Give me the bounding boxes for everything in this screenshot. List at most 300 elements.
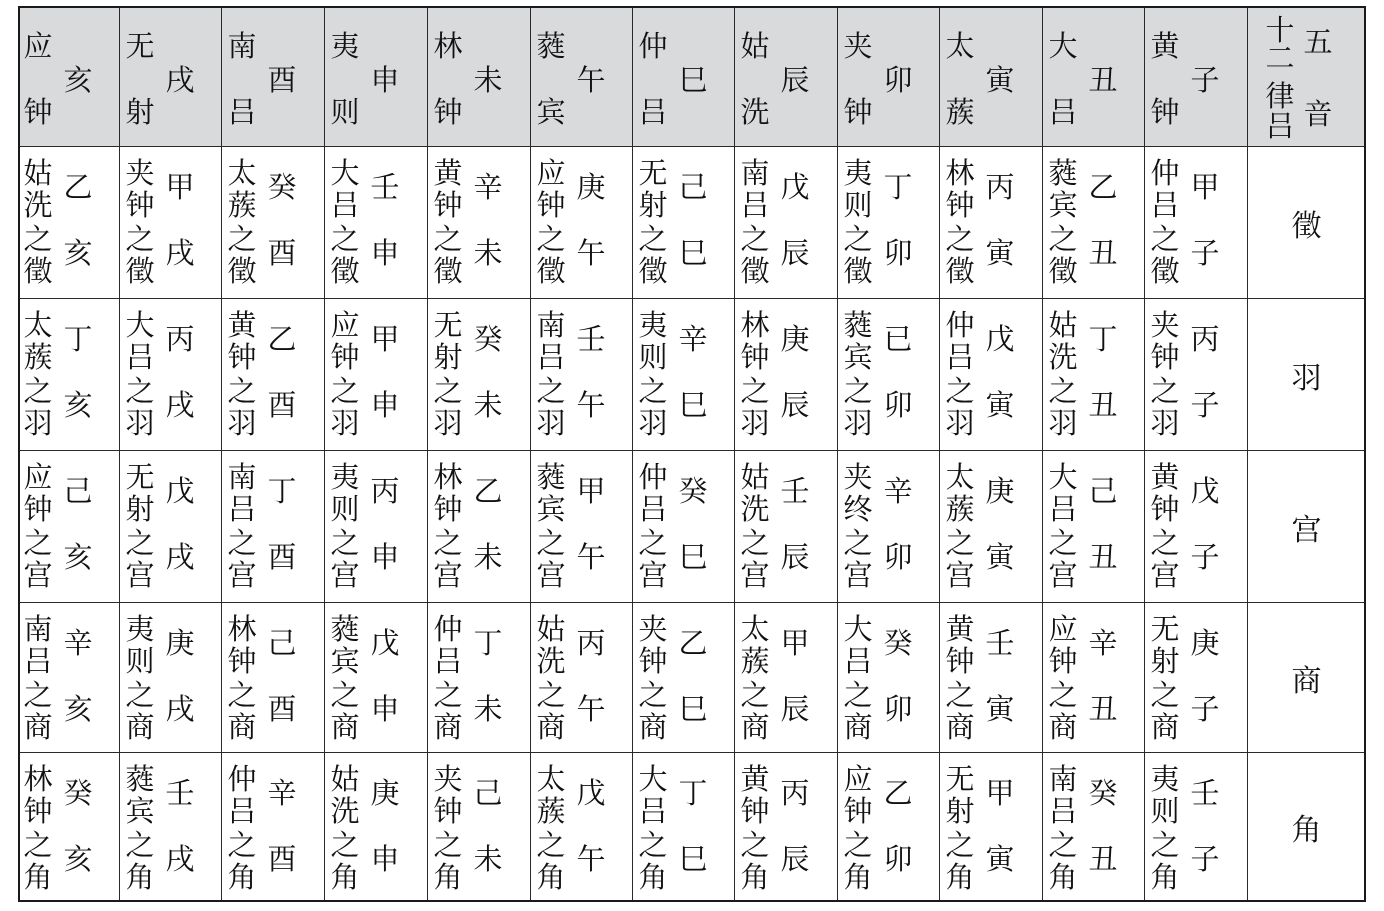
cell-tone-char: 商: [227, 710, 257, 744]
cell-pitch-char: 则: [638, 340, 668, 374]
cell-branch-char: 辰: [780, 692, 810, 726]
cell-pitch-char: 吕: [945, 340, 975, 374]
cell-branch-char: 巳: [678, 540, 708, 574]
cell-particle-char: 之: [23, 374, 53, 408]
header-pitch-char: 夷: [330, 29, 360, 63]
cell-tone-char: 羽: [638, 406, 668, 440]
table-cell: [1043, 299, 1145, 451]
cell-branch-char: 子: [1190, 842, 1220, 876]
cell-tone-char: 商: [330, 710, 360, 744]
tone-label: 角: [1291, 813, 1322, 848]
cell-stem-char: 壬: [1190, 776, 1220, 810]
cell-pitch-char: 钟: [945, 188, 975, 222]
cell-stem-char: 丙: [985, 170, 1015, 204]
cell-tone-char: 徵: [330, 254, 360, 288]
table-cell: [120, 451, 222, 603]
header-pitch-char: 蔟: [945, 95, 975, 129]
table-cell: [120, 147, 222, 299]
cell-pitch-char: 夹: [638, 612, 668, 646]
cell-pitch-char: 钟: [227, 340, 257, 374]
cell-stem-char: 壬: [370, 170, 400, 204]
cell-pitch-char: 射: [433, 340, 463, 374]
cell-particle-char: 之: [23, 828, 53, 862]
cell-branch-char: 未: [473, 388, 503, 422]
cell-branch-char: 申: [370, 692, 400, 726]
cell-pitch-char: 钟: [227, 644, 257, 678]
cell-pitch-char: 无: [125, 460, 155, 494]
header-cell: [735, 6, 838, 147]
cell-pitch-char: 夷: [843, 156, 873, 190]
cell-particle-char: 之: [1150, 374, 1180, 408]
cell-particle-char: 之: [1048, 828, 1078, 862]
cell-particle-char: 之: [1048, 678, 1078, 712]
cell-tone-char: 宫: [227, 558, 257, 592]
cell-pitch-char: 吕: [227, 492, 257, 526]
cell-pitch-char: 钟: [945, 644, 975, 678]
header-cell: [1043, 6, 1145, 147]
cell-tone-char: 羽: [843, 406, 873, 440]
table-cell: [735, 451, 838, 603]
tone-label-cell: [1248, 753, 1366, 902]
cell-pitch-char: 应: [1048, 612, 1078, 646]
header-pitch-char: 夹: [843, 29, 873, 63]
cell-stem-char: 庚: [780, 322, 810, 356]
cell-tone-char: 徵: [1048, 254, 1078, 288]
cell-stem-char: 戊: [370, 626, 400, 660]
cell-particle-char: 之: [125, 828, 155, 862]
cell-pitch-char: 南: [536, 308, 566, 342]
table-cell: [633, 753, 735, 902]
cell-tone-char: 角: [1048, 860, 1078, 894]
cell-pitch-char: 吕: [843, 644, 873, 678]
cell-tone-char: 羽: [433, 406, 463, 440]
cell-pitch-char: 夷: [330, 460, 360, 494]
cell-stem-char: 已: [883, 322, 913, 356]
cell-pitch-char: 夹: [1150, 308, 1180, 342]
cell-particle-char: 之: [740, 678, 770, 712]
cell-tone-char: 角: [1150, 860, 1180, 894]
cell-tone-char: 宫: [740, 558, 770, 592]
cell-particle-char: 之: [1048, 526, 1078, 560]
cell-pitch-char: 钟: [330, 340, 360, 374]
cell-branch-char: 寅: [985, 540, 1015, 574]
cell-tone-char: 宫: [843, 558, 873, 592]
cell-pitch-char: 夹: [433, 762, 463, 796]
cell-branch-char: 寅: [985, 692, 1015, 726]
cell-pitch-char: 黄: [945, 612, 975, 646]
tone-label-cell: [1248, 299, 1366, 451]
cell-tone-char: 角: [330, 860, 360, 894]
cell-pitch-char: 应: [536, 156, 566, 190]
table-cell: [120, 299, 222, 451]
cell-pitch-char: 洗: [740, 492, 770, 526]
cell-branch-char: 申: [370, 842, 400, 876]
cell-pitch-char: 太: [536, 762, 566, 796]
cell-branch-char: 子: [1190, 692, 1220, 726]
table-cell: [633, 299, 735, 451]
cell-pitch-char: 宾: [125, 794, 155, 828]
cell-pitch-char: 夹: [843, 460, 873, 494]
cell-stem-char: 丙: [1190, 322, 1220, 356]
cell-stem-char: 戊: [985, 322, 1015, 356]
cell-pitch-char: 钟: [23, 794, 53, 828]
cell-branch-char: 戌: [165, 540, 195, 574]
header-pitch-char: 射: [125, 95, 155, 129]
corner-char: 律: [1265, 79, 1295, 113]
cell-stem-char: 庚: [370, 776, 400, 810]
cell-pitch-char: 大: [843, 612, 873, 646]
table-cell: [1043, 603, 1145, 753]
cell-particle-char: 之: [125, 678, 155, 712]
cell-particle-char: 之: [330, 374, 360, 408]
cell-tone-char: 徵: [227, 254, 257, 288]
cell-branch-char: 寅: [985, 236, 1015, 270]
cell-stem-char: 甲: [780, 626, 810, 660]
cell-pitch-char: 钟: [125, 188, 155, 222]
table-cell: [838, 603, 940, 753]
cell-stem-char: 癸: [63, 776, 93, 810]
table-cell: [18, 451, 120, 603]
cell-tone-char: 宫: [330, 558, 360, 592]
table-cell: [18, 753, 120, 902]
cell-stem-char: 戊: [576, 776, 606, 810]
cell-tone-char: 羽: [740, 406, 770, 440]
tone-label-cell: [1248, 603, 1366, 753]
cell-pitch-char: 钟: [433, 492, 463, 526]
cell-pitch-char: 射: [638, 188, 668, 222]
cell-tone-char: 商: [945, 710, 975, 744]
cell-stem-char: 丁: [1088, 322, 1118, 356]
cell-stem-char: 壬: [780, 474, 810, 508]
cell-stem-char: 辛: [267, 776, 297, 810]
table-cell: [428, 753, 531, 902]
cell-branch-char: 未: [473, 236, 503, 270]
cell-particle-char: 之: [23, 222, 53, 256]
cell-particle-char: 之: [330, 222, 360, 256]
cell-branch-char: 巳: [678, 236, 708, 270]
cell-branch-char: 辰: [780, 388, 810, 422]
cell-branch-char: 午: [576, 540, 606, 574]
header-pitch-char: 钟: [843, 95, 873, 129]
table-cell: [428, 603, 531, 753]
cell-pitch-char: 则: [1150, 794, 1180, 828]
cell-pitch-char: 黄: [1150, 460, 1180, 494]
cell-pitch-char: 宾: [1048, 188, 1078, 222]
cell-branch-char: 未: [473, 692, 503, 726]
table-cell: [735, 147, 838, 299]
cell-particle-char: 之: [433, 222, 463, 256]
cell-stem-char: 庚: [985, 474, 1015, 508]
cell-branch-char: 巳: [678, 388, 708, 422]
cell-stem-char: 甲: [985, 776, 1015, 810]
header-pitch-char: 无: [125, 29, 155, 63]
header-branch-char: 丑: [1088, 63, 1118, 97]
cell-particle-char: 之: [945, 526, 975, 560]
cell-stem-char: 甲: [370, 322, 400, 356]
cell-stem-char: 癸: [883, 626, 913, 660]
table-cell: [838, 753, 940, 902]
cell-pitch-char: 吕: [125, 340, 155, 374]
cell-stem-char: 壬: [985, 626, 1015, 660]
table-cell: [325, 451, 428, 603]
cell-pitch-char: 宾: [843, 340, 873, 374]
table-cell: [633, 603, 735, 753]
cell-particle-char: 之: [945, 678, 975, 712]
cell-pitch-char: 无: [945, 762, 975, 796]
table-cell: [428, 147, 531, 299]
cell-pitch-char: 应: [23, 460, 53, 494]
cell-tone-char: 徵: [945, 254, 975, 288]
cell-pitch-char: 吕: [740, 188, 770, 222]
cell-branch-char: 酉: [267, 236, 297, 270]
cell-stem-char: 乙: [1088, 170, 1118, 204]
cell-pitch-char: 蔟: [740, 644, 770, 678]
cell-pitch-char: 终: [843, 492, 873, 526]
tone-label: 徵: [1291, 208, 1322, 244]
cell-particle-char: 之: [945, 222, 975, 256]
table-cell: [428, 451, 531, 603]
table-cell: [325, 753, 428, 902]
cell-branch-char: 辰: [780, 540, 810, 574]
cell-pitch-char: 南: [23, 612, 53, 646]
table-cell: [633, 451, 735, 603]
header-cell: [428, 6, 531, 147]
header-pitch-char: 姑: [740, 29, 770, 63]
cell-stem-char: 丙: [576, 626, 606, 660]
cell-tone-char: 角: [125, 860, 155, 894]
cell-particle-char: 之: [638, 222, 668, 256]
cell-stem-char: 辛: [473, 170, 503, 204]
cell-pitch-char: 仲: [227, 762, 257, 796]
cell-pitch-char: 林: [227, 612, 257, 646]
cell-pitch-char: 林: [740, 308, 770, 342]
cell-tone-char: 宫: [23, 558, 53, 592]
cell-pitch-char: 应: [330, 308, 360, 342]
cell-branch-char: 午: [576, 692, 606, 726]
cell-particle-char: 之: [945, 828, 975, 862]
header-pitch-char: 黄: [1150, 29, 1180, 63]
cell-branch-char: 亥: [63, 236, 93, 270]
cell-tone-char: 宫: [1048, 558, 1078, 592]
table-cell: [838, 299, 940, 451]
cell-pitch-char: 林: [945, 156, 975, 190]
table-cell: [531, 451, 633, 603]
cell-tone-char: 角: [843, 860, 873, 894]
cell-pitch-char: 蕤: [843, 308, 873, 342]
table-cell: [222, 603, 325, 753]
table-cell: [1145, 753, 1248, 902]
header-branch-char: 子: [1190, 63, 1220, 97]
corner-char: 音: [1303, 97, 1333, 131]
cell-branch-char: 丑: [1088, 236, 1118, 270]
table-cell: [531, 299, 633, 451]
cell-branch-char: 卯: [883, 388, 913, 422]
cell-pitch-char: 钟: [740, 794, 770, 828]
header-branch-char: 酉: [267, 63, 297, 97]
cell-pitch-char: 则: [330, 492, 360, 526]
cell-pitch-char: 南: [1048, 762, 1078, 796]
table-cell: [735, 299, 838, 451]
header-branch-char: 亥: [63, 63, 93, 97]
cell-branch-char: 酉: [267, 842, 297, 876]
cell-stem-char: 甲: [1190, 170, 1220, 204]
cell-pitch-char: 钟: [1150, 492, 1180, 526]
cell-pitch-char: 蔟: [945, 492, 975, 526]
cell-pitch-char: 钟: [433, 188, 463, 222]
cell-branch-char: 丑: [1088, 540, 1118, 574]
cell-pitch-char: 黄: [433, 156, 463, 190]
cell-branch-char: 亥: [63, 540, 93, 574]
cell-pitch-char: 太: [227, 156, 257, 190]
cell-pitch-char: 吕: [638, 492, 668, 526]
cell-tone-char: 商: [536, 710, 566, 744]
cell-pitch-char: 南: [227, 460, 257, 494]
cell-pitch-char: 夷: [1150, 762, 1180, 796]
cell-pitch-char: 蕤: [330, 612, 360, 646]
cell-pitch-char: 吕: [536, 340, 566, 374]
header-branch-char: 申: [370, 63, 400, 97]
cell-particle-char: 之: [227, 678, 257, 712]
cell-pitch-char: 姑: [536, 612, 566, 646]
cell-tone-char: 角: [23, 860, 53, 894]
tone-label-cell: [1248, 147, 1366, 299]
cell-particle-char: 之: [1048, 374, 1078, 408]
table-cell: [1043, 451, 1145, 603]
table-cell: [1145, 451, 1248, 603]
cell-branch-char: 戌: [165, 388, 195, 422]
cell-tone-char: 宫: [433, 558, 463, 592]
cell-particle-char: 之: [1150, 526, 1180, 560]
cell-pitch-char: 林: [433, 460, 463, 494]
cell-tone-char: 羽: [536, 406, 566, 440]
table-cell: [428, 299, 531, 451]
cell-branch-char: 午: [576, 236, 606, 270]
table-cell: [18, 299, 120, 451]
cell-branch-char: 丑: [1088, 842, 1118, 876]
cell-pitch-char: 无: [433, 308, 463, 342]
cell-tone-char: 商: [1048, 710, 1078, 744]
cell-branch-char: 子: [1190, 540, 1220, 574]
cell-stem-char: 丁: [678, 776, 708, 810]
cell-branch-char: 亥: [63, 842, 93, 876]
cell-stem-char: 癸: [473, 322, 503, 356]
table-cell: [633, 147, 735, 299]
cell-particle-char: 之: [740, 374, 770, 408]
table-cell: [735, 753, 838, 902]
cell-pitch-char: 大: [125, 308, 155, 342]
cell-particle-char: 之: [227, 828, 257, 862]
cell-particle-char: 之: [125, 526, 155, 560]
cell-pitch-char: 太: [23, 308, 53, 342]
header-branch-char: 寅: [985, 63, 1015, 97]
cell-stem-char: 庚: [1190, 626, 1220, 660]
cell-pitch-char: 射: [125, 492, 155, 526]
cell-stem-char: 庚: [165, 626, 195, 660]
cell-pitch-char: 夹: [125, 156, 155, 190]
table-cell: [735, 603, 838, 753]
cell-branch-char: 辰: [780, 236, 810, 270]
cell-stem-char: 癸: [267, 170, 297, 204]
cell-particle-char: 之: [330, 678, 360, 712]
cell-stem-char: 乙: [678, 626, 708, 660]
header-cell: [325, 6, 428, 147]
cell-branch-char: 申: [370, 540, 400, 574]
cell-tone-char: 商: [638, 710, 668, 744]
cell-particle-char: 之: [740, 828, 770, 862]
cell-stem-char: 辛: [883, 474, 913, 508]
cell-stem-char: 戊: [165, 474, 195, 508]
cell-branch-char: 未: [473, 842, 503, 876]
cell-branch-char: 卯: [883, 236, 913, 270]
cell-branch-char: 戌: [165, 692, 195, 726]
cell-stem-char: 己: [1088, 474, 1118, 508]
cell-stem-char: 乙: [267, 322, 297, 356]
header-branch-char: 未: [473, 63, 503, 97]
cell-tone-char: 宫: [536, 558, 566, 592]
cell-tone-char: 羽: [1048, 406, 1078, 440]
cell-stem-char: 丁: [267, 474, 297, 508]
cell-branch-char: 卯: [883, 540, 913, 574]
table-cell: [222, 147, 325, 299]
cell-pitch-char: 姑: [330, 762, 360, 796]
cell-pitch-char: 钟: [843, 794, 873, 828]
table-cell: [940, 299, 1043, 451]
cell-pitch-char: 钟: [23, 492, 53, 526]
header-pitch-char: 宾: [536, 95, 566, 129]
table-cell: [1043, 753, 1145, 902]
header-branch-char: 巳: [678, 63, 708, 97]
cell-pitch-char: 钟: [638, 644, 668, 678]
cell-particle-char: 之: [843, 374, 873, 408]
cell-pitch-char: 吕: [1048, 492, 1078, 526]
header-pitch-char: 洗: [740, 95, 770, 129]
header-pitch-char: 吕: [638, 95, 668, 129]
cell-particle-char: 之: [433, 828, 463, 862]
cell-branch-char: 子: [1190, 236, 1220, 270]
cell-stem-char: 丙: [165, 322, 195, 356]
cell-pitch-char: 大: [330, 156, 360, 190]
cell-particle-char: 之: [536, 828, 566, 862]
cell-pitch-char: 宾: [330, 644, 360, 678]
cell-stem-char: 戊: [780, 170, 810, 204]
cell-pitch-char: 洗: [1048, 340, 1078, 374]
cell-particle-char: 之: [433, 374, 463, 408]
cell-pitch-char: 蕤: [1048, 156, 1078, 190]
cell-particle-char: 之: [536, 678, 566, 712]
header-pitch-char: 钟: [433, 95, 463, 129]
table-cell: [120, 603, 222, 753]
cell-pitch-char: 吕: [1048, 794, 1078, 828]
cell-pitch-char: 蕤: [125, 762, 155, 796]
header-pitch-char: 钟: [23, 95, 53, 129]
cell-pitch-char: 钟: [433, 794, 463, 828]
header-branch-char: 戌: [165, 63, 195, 97]
header-cell: [1145, 6, 1248, 147]
cell-stem-char: 甲: [576, 474, 606, 508]
cell-tone-char: 宫: [125, 558, 155, 592]
cell-stem-char: 乙: [883, 776, 913, 810]
header-pitch-char: 吕: [227, 95, 257, 129]
cell-branch-char: 巳: [678, 692, 708, 726]
cell-tone-char: 羽: [125, 406, 155, 440]
table-cell: [838, 451, 940, 603]
cell-stem-char: 乙: [473, 474, 503, 508]
cell-pitch-char: 仲: [638, 460, 668, 494]
cell-pitch-char: 太: [740, 612, 770, 646]
cell-pitch-char: 夷: [638, 308, 668, 342]
cell-particle-char: 之: [433, 678, 463, 712]
cell-stem-char: 己: [473, 776, 503, 810]
